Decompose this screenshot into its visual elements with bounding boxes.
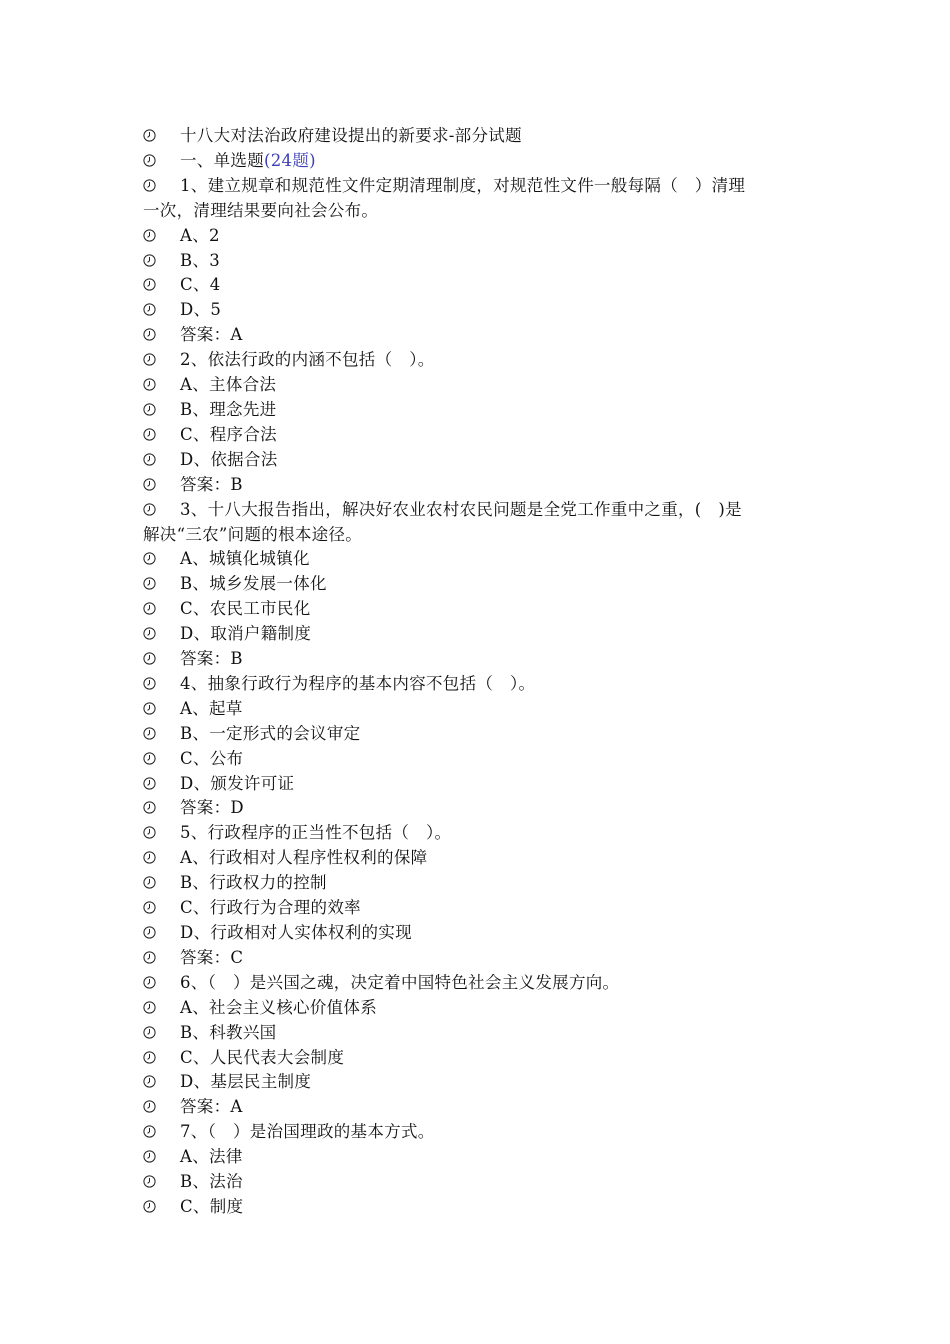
clock-icon: [143, 129, 156, 142]
list-item: [143, 323, 813, 348]
clock-icon: [143, 677, 156, 690]
clock-icon: [143, 503, 156, 516]
list-item: [143, 971, 813, 996]
list-item: [143, 846, 813, 871]
clock-icon: [143, 403, 156, 416]
list-item: [143, 224, 813, 249]
clock-icon: [143, 552, 156, 565]
list-item: [143, 1070, 813, 1095]
list-item: [143, 1046, 813, 1071]
line-text: B、3: [180, 250, 221, 270]
clock-icon: [143, 1150, 156, 1163]
line-text: C、4: [180, 275, 221, 295]
list-item: [143, 1095, 813, 1120]
list-item: [143, 1145, 813, 1170]
list-item: [143, 273, 813, 298]
line-text: 5、行政程序的正当性不包括（ ）。: [180, 823, 452, 843]
clock-icon: [143, 1100, 156, 1113]
clock-icon: [143, 1200, 156, 1213]
clock-icon: [143, 1001, 156, 1014]
list-item: [143, 1021, 813, 1046]
line-text: A、起草: [180, 698, 243, 718]
list-item: [143, 498, 813, 548]
line-text: A、社会主义核心价值体系: [180, 997, 378, 1017]
line-text: D、行政相对人实体权利的实现: [180, 923, 412, 942]
line-text: C、行政行为合理的效率: [180, 898, 361, 918]
clock-icon: [143, 1175, 156, 1188]
list-item: [143, 946, 813, 971]
line-text: 4、抽象行政行为程序的基本内容不包括（ ）。: [180, 673, 536, 693]
clock-icon: [143, 1125, 156, 1138]
line-text: 答案：B: [180, 649, 243, 669]
line-text: C、公布: [180, 748, 244, 768]
line-text: B、法治: [180, 1172, 243, 1192]
clock-icon: [143, 229, 156, 242]
clock-icon: [143, 901, 156, 914]
list-item: [143, 473, 813, 498]
list-item: [143, 249, 813, 274]
line-text: A、法律: [180, 1147, 243, 1167]
document-title-line: [143, 124, 813, 149]
line-text: D、取消户籍制度: [180, 624, 312, 644]
line-text: A、行政相对人程序性权利的保障: [180, 848, 428, 868]
list-item: [143, 398, 813, 423]
clock-icon: [143, 926, 156, 939]
question-text-continued: 一次，清理结果要向社会公布。: [143, 200, 379, 220]
line-text: 答案：B: [180, 474, 243, 494]
clock-icon: [143, 826, 156, 839]
list-item: [143, 722, 813, 747]
line-text: 答案：C: [180, 947, 244, 967]
clock-icon: [143, 652, 156, 665]
document-page: [143, 124, 813, 1220]
line-text: C、人民代表大会制度: [180, 1047, 345, 1067]
line-text: C、制度: [180, 1196, 244, 1216]
line-text: A、城镇化城镇化: [180, 549, 310, 569]
line-text: B、理念先进: [180, 399, 277, 419]
question-text: 3、十八大报告指出，解决好农业农村农民问题是全党工作重中之重，( )是: [180, 499, 742, 519]
clock-icon: [143, 577, 156, 590]
clock-icon: [143, 801, 156, 814]
line-text: 6、（ ）是兴国之魂，决定着中国特色社会主义发展方向。: [180, 972, 620, 992]
clock-icon: [143, 777, 156, 790]
question-list: [143, 174, 813, 1220]
list-item: [143, 373, 813, 398]
clock-icon: [143, 976, 156, 989]
list-item: [143, 921, 813, 946]
question-text: 1、建立规章和规范性文件定期清理制度，对规范性文件一般每隔（ ）清理: [180, 175, 746, 195]
list-item: [143, 622, 813, 647]
clock-icon: [143, 278, 156, 291]
list-item: [143, 772, 813, 797]
line-text: A、主体合法: [180, 375, 277, 395]
clock-icon: [143, 154, 156, 167]
line-text: 7、（ ）是治国理政的基本方式。: [180, 1122, 435, 1142]
clock-icon: [143, 727, 156, 740]
line-text: C、农民工市民化: [180, 599, 311, 619]
line-text: 答案：A: [180, 325, 243, 345]
list-item: [143, 996, 813, 1021]
clock-icon: [143, 951, 156, 964]
question-count-link[interactable]: (24题): [264, 150, 316, 170]
line-text: B、行政权力的控制: [180, 873, 327, 893]
list-item: [143, 423, 813, 448]
list-item: [143, 871, 813, 896]
clock-icon: [143, 1075, 156, 1088]
clock-icon: [143, 328, 156, 341]
list-item: [143, 896, 813, 921]
line-text: D、颁发许可证: [180, 773, 295, 793]
clock-icon: [143, 752, 156, 765]
clock-icon: [143, 378, 156, 391]
list-item: [143, 597, 813, 622]
line-text: D、5: [180, 300, 222, 320]
clock-icon: [143, 627, 156, 640]
list-item: [143, 547, 813, 572]
list-item: [143, 821, 813, 846]
list-item: [143, 697, 813, 722]
list-item: [143, 796, 813, 821]
question-text-continued: 解决“三农”问题的根本途径。: [143, 524, 363, 544]
line-text: B、一定形式的会议审定: [180, 723, 361, 743]
section-heading: 一、单选题: [180, 150, 264, 170]
clock-icon: [143, 428, 156, 441]
clock-icon: [143, 453, 156, 466]
line-text: B、科教兴国: [180, 1022, 277, 1042]
list-item: [143, 1120, 813, 1145]
document-title: 十八大对法治政府建设提出的新要求-部分试题: [180, 126, 522, 145]
line-text: D、基层民主制度: [180, 1072, 312, 1092]
list-item: [143, 448, 813, 473]
list-item: [143, 1170, 813, 1195]
list-item: [143, 647, 813, 672]
section-heading-line: [143, 149, 813, 174]
clock-icon: [143, 702, 156, 715]
line-text: 2、依法行政的内涵不包括（ ）。: [180, 350, 435, 370]
line-text: 答案：A: [180, 1097, 243, 1117]
list-item: [143, 672, 813, 697]
clock-icon: [143, 602, 156, 615]
list-item: [143, 572, 813, 597]
clock-icon: [143, 254, 156, 267]
list-item: [143, 1195, 813, 1220]
clock-icon: [143, 876, 156, 889]
line-text: D、依据合法: [180, 449, 278, 469]
line-text: C、程序合法: [180, 424, 277, 444]
clock-icon: [143, 353, 156, 366]
clock-icon: [143, 179, 156, 192]
line-text: A、2: [180, 225, 220, 245]
clock-icon: [143, 1051, 156, 1064]
clock-icon: [143, 851, 156, 864]
line-text: 答案：D: [180, 798, 244, 818]
line-text: B、城乡发展一体化: [180, 574, 327, 594]
list-item: [143, 298, 813, 323]
clock-icon: [143, 478, 156, 491]
list-item: [143, 747, 813, 772]
list-item: [143, 348, 813, 373]
clock-icon: [143, 1026, 156, 1039]
list-item: [143, 174, 813, 224]
clock-icon: [143, 303, 156, 316]
